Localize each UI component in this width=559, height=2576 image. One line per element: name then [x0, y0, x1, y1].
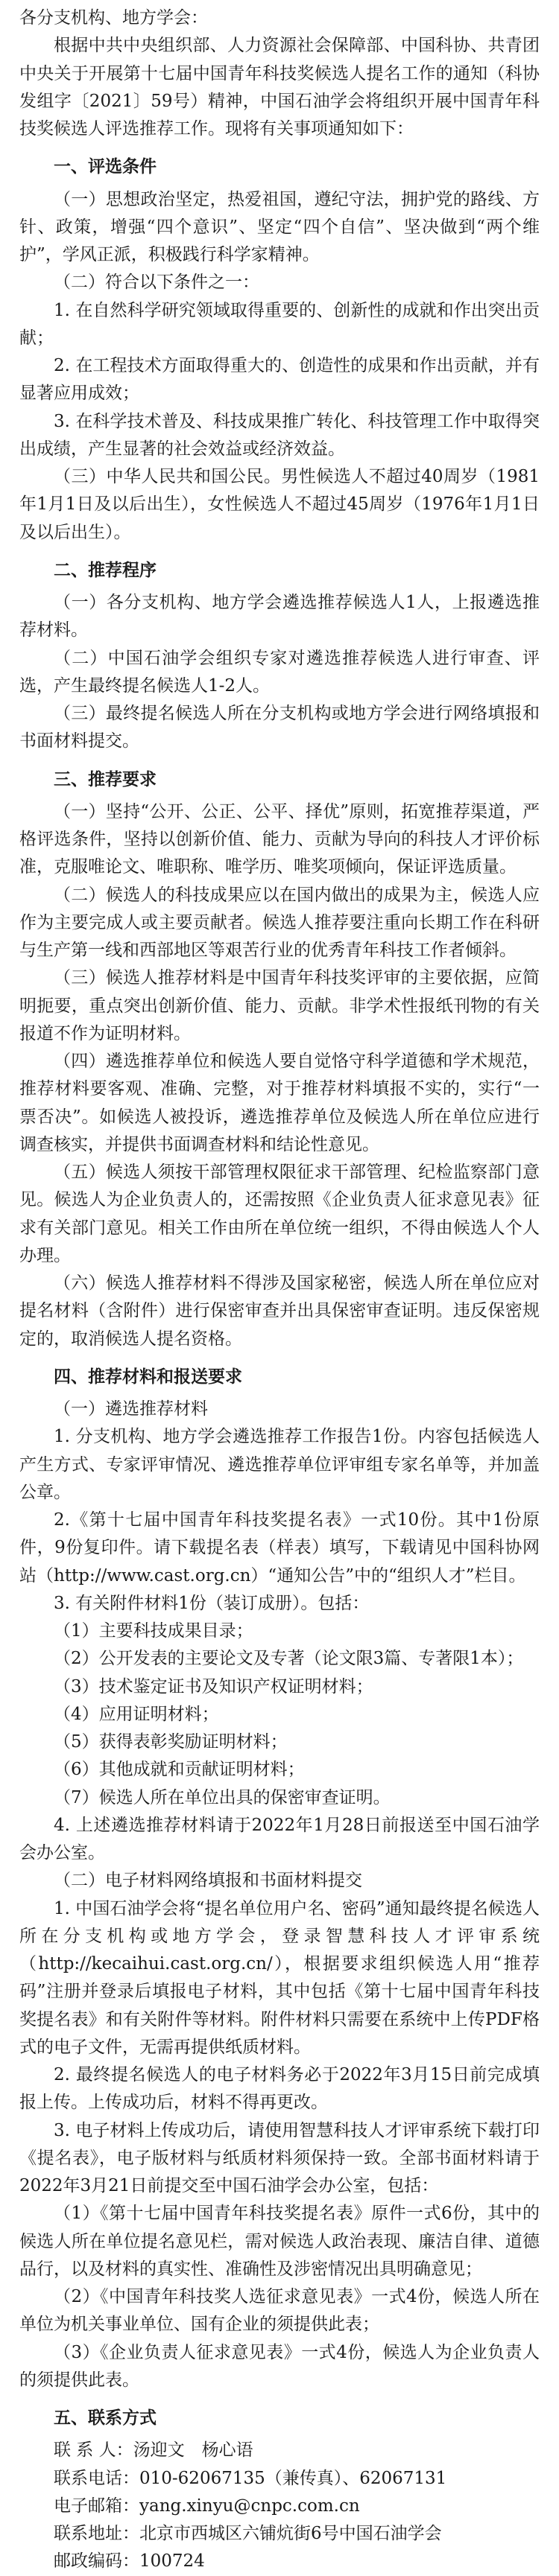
online-item-3: 3. 电子材料上传成功后，请使用智慧科技人才评审系统下载打印《提名表》，电子版材料与纸质材料须保持一致。全部书面材料请于2022年3月21日前提交至中国石油学会办公室，包括： [19, 2120, 540, 2195]
criteria-condition-3: 3. 在科学技术普及、科技成果推广转化、科技管理工作中取得突出成绩，产生显著的社会效益或经济效益。 [19, 411, 540, 459]
paper-item-2: （2）《中国青年科技奖人选征求意见表》一式4份，候选人所在单位为机关事业单位、国有企业的须提供此表； [19, 2287, 540, 2335]
attachment-item-3: （3）技术鉴定证书及知识产权证明材料； [54, 1676, 373, 1696]
contact-email: 电子邮箱：yang.xinyu@cnpc.com.cn [54, 2496, 360, 2516]
requirement-item-6: （六）候选人推荐材料不得涉及国家秘密，候选人所在单位应对提名材料（含附件）进行保密审查并出具保密审查证明。违反保密规定的，取消候选人提名资格。 [19, 1273, 540, 1349]
attachment-item-7: （7）候选人所在单位出具的保密审查证明。 [54, 1787, 391, 1807]
requirement-item-2: （二）候选人的科技成果应以在国内做出的成果为主，候选人应作为主要完成人或主要贡献者。候选人推荐要注重向长期工作在科研与生产第一线和西部地区等艰苦行业的优秀青年科技工作者倾斜。 [19, 885, 540, 960]
requirement-item-3: （三）候选人推荐材料是中国青年科技奖评审的主要依据，应简明扼要，重点突出创新价值、能力、贡献。非学术性报纸刊物的有关报道不作为证明材料。 [19, 968, 540, 1043]
materials-subheading-2: （二）电子材料网络填报和书面材料提交 [54, 1871, 362, 1891]
materials-item-2: 2.《第十七届中国青年科技奖提名表》一式10份。其中1份原件，9份复印件。请下载提名表（样表）填写，下载请见中国科协网站（http://www.cast.org.cn）“通知公告”中的“组织人才”栏目。 [19, 1510, 540, 1586]
intro-paragraph: 根据中共中央组织部、人力资源社会保障部、中国科协、共青团中央关于开展第十七届中国青年科技奖候选人提名工作的通知（科协发组字〔2021〕59号）精神，中国石油学会将组织开展中国青年科技奖候选人评选推荐工作。现将有关事项通知如下： [19, 36, 540, 139]
contact-postcode: 邮政编码：100724 [54, 2551, 205, 2572]
attachment-item-4: （4）应用证明材料； [54, 1704, 219, 1724]
section-heading-contact: 五、联系方式 [54, 2408, 157, 2428]
online-item-2: 2. 最终提名候选人的电子材料务必于2022年3月15日前完成填报上传。上传成功后，材料不得再更改。 [19, 2065, 540, 2113]
materials-subheading-1: （一）遴选推荐材料 [54, 1399, 208, 1419]
criteria-condition-1: 1. 在自然科学研究领域取得重要的、创新性的成就和作出突出贡献； [19, 300, 540, 348]
materials-item-1: 1. 分支机构、地方学会遴选推荐工作报告1份。内容包括候选人产生方式、专家评审情况、遴选推荐单位评审组专家名单等，并加盖公章。 [19, 1427, 540, 1502]
salutation: 各分支机构、地方学会： [19, 8, 208, 28]
section-heading-requirements: 三、推荐要求 [54, 769, 157, 789]
contact-phone: 联系电话：010-62067135（兼传真）、62067131 [54, 2468, 447, 2488]
attachment-item-6: （6）其他成就和贡献证明材料； [54, 1760, 305, 1780]
requirement-item-5: （五）候选人须按干部管理权限征求干部管理、纪检监察部门意见。候选人为企业负责人的，还需按照《企业负责人征求意见表》征求有关部门意见。相关工作由所在单位统一组织，不得由候选人个人办理。 [19, 1163, 540, 1265]
criteria-condition-2: 2. 在工程技术方面取得重大的、创造性的成果和作出贡献，并有显著应用成效； [19, 356, 540, 404]
section-heading-criteria: 一、评选条件 [54, 157, 157, 177]
procedure-item-3: （三）最终提名候选人所在分支机构或地方学会进行网络填报和书面材料提交。 [19, 704, 540, 751]
attachment-item-1: （1）主要科技成果目录； [54, 1621, 253, 1641]
criteria-item-2: （二）符合以下条件之一： [54, 273, 259, 293]
criteria-item-1: （一）思想政治坚定，热爱祖国，遵纪守法，拥护党的路线、方针、政策，增强“四个意识”、坚定“四个自信”、坚决做到“两个维护”，学风正派，积极践行科学家精神。 [19, 189, 540, 264]
contact-address: 联系地址：北京市西城区六铺炕街6号中国石油学会 [54, 2524, 442, 2543]
paper-item-1: （1）《第十七届中国青年科技奖提名表》原件一式6份，其中的候选人所在单位提名意见栏，需对候选人政治表现、廉洁自律、道德品行，以及材料的真实性、准确性及涉密情况出具明确意见； [19, 2204, 540, 2279]
materials-item-3: 3. 有关附件材料1份（装订成册）。包括： [54, 1593, 370, 1613]
procedure-item-2: （二）中国石油学会组织专家对遴选推荐候选人进行审查、评选，产生最终提名候选人1-2人。 [19, 648, 540, 696]
materials-item-4: 4. 上述遴选推荐材料请于2022年1月28日前报送至中国石油学会办公室。 [19, 1815, 540, 1863]
attachment-item-5: （5）获得表彰奖励证明材料； [54, 1732, 288, 1752]
online-item-1: 1. 中国石油学会将“提名单位用户名、密码”通知最终提名候选人所在分支机构或地方学会，登录智慧科技人才评审系统（http://kecaihui.cast.org.cn/），根据要求组织候选人用“推荐码”注册并登录后填报电子材料，其中包括《第十七届中国青年科技奖提名表》和有关附件等材料。附件材料只需要在系统中上传PDF格式的电子文件，无需再提供纸质材料。 [19, 1898, 540, 2057]
criteria-item-3: （三）中华人民共和国公民。男性候选人不超过40周岁（1981年1月1日及以后出生），女性候选人不超过45周岁（1976年1月1日及以后出生）。 [19, 467, 540, 542]
section-heading-materials: 四、推荐材料和报送要求 [54, 1367, 242, 1387]
section-heading-procedure: 二、推荐程序 [54, 560, 157, 580]
paper-item-3: （3）《企业负责人征求意见表》一式4份，候选人为企业负责人的须提供此表。 [19, 2342, 540, 2390]
requirement-item-1: （一）坚持“公开、公正、公平、择优”原则，拓宽推荐渠道，严格评选条件，坚持以创新价值、能力、贡献为导向的科技人才评价标准，克服唯论文、唯职称、唯学历、唯奖项倾向，保证评选质量。 [19, 801, 540, 877]
requirement-item-4: （四）遴选推荐单位和候选人要自觉恪守科学道德和学术规范，推荐材料要客观、准确、完整，对于推荐材料填报不实的，实行“一票否决”。如候选人被投诉，遴选推荐单位及候选人所在单位应进行调查核实，并提供书面调查材料和结论性意见。 [19, 1052, 540, 1154]
contact-person: 联 系 人：汤迎文 杨心语 [54, 2440, 253, 2461]
procedure-item-1: （一）各分支机构、地方学会遴选推荐候选人1人，上报遴选推荐材料。 [19, 593, 540, 640]
attachment-item-2: （2）公开发表的主要论文及专著（论文限3篇、专著限1本）； [54, 1649, 524, 1669]
